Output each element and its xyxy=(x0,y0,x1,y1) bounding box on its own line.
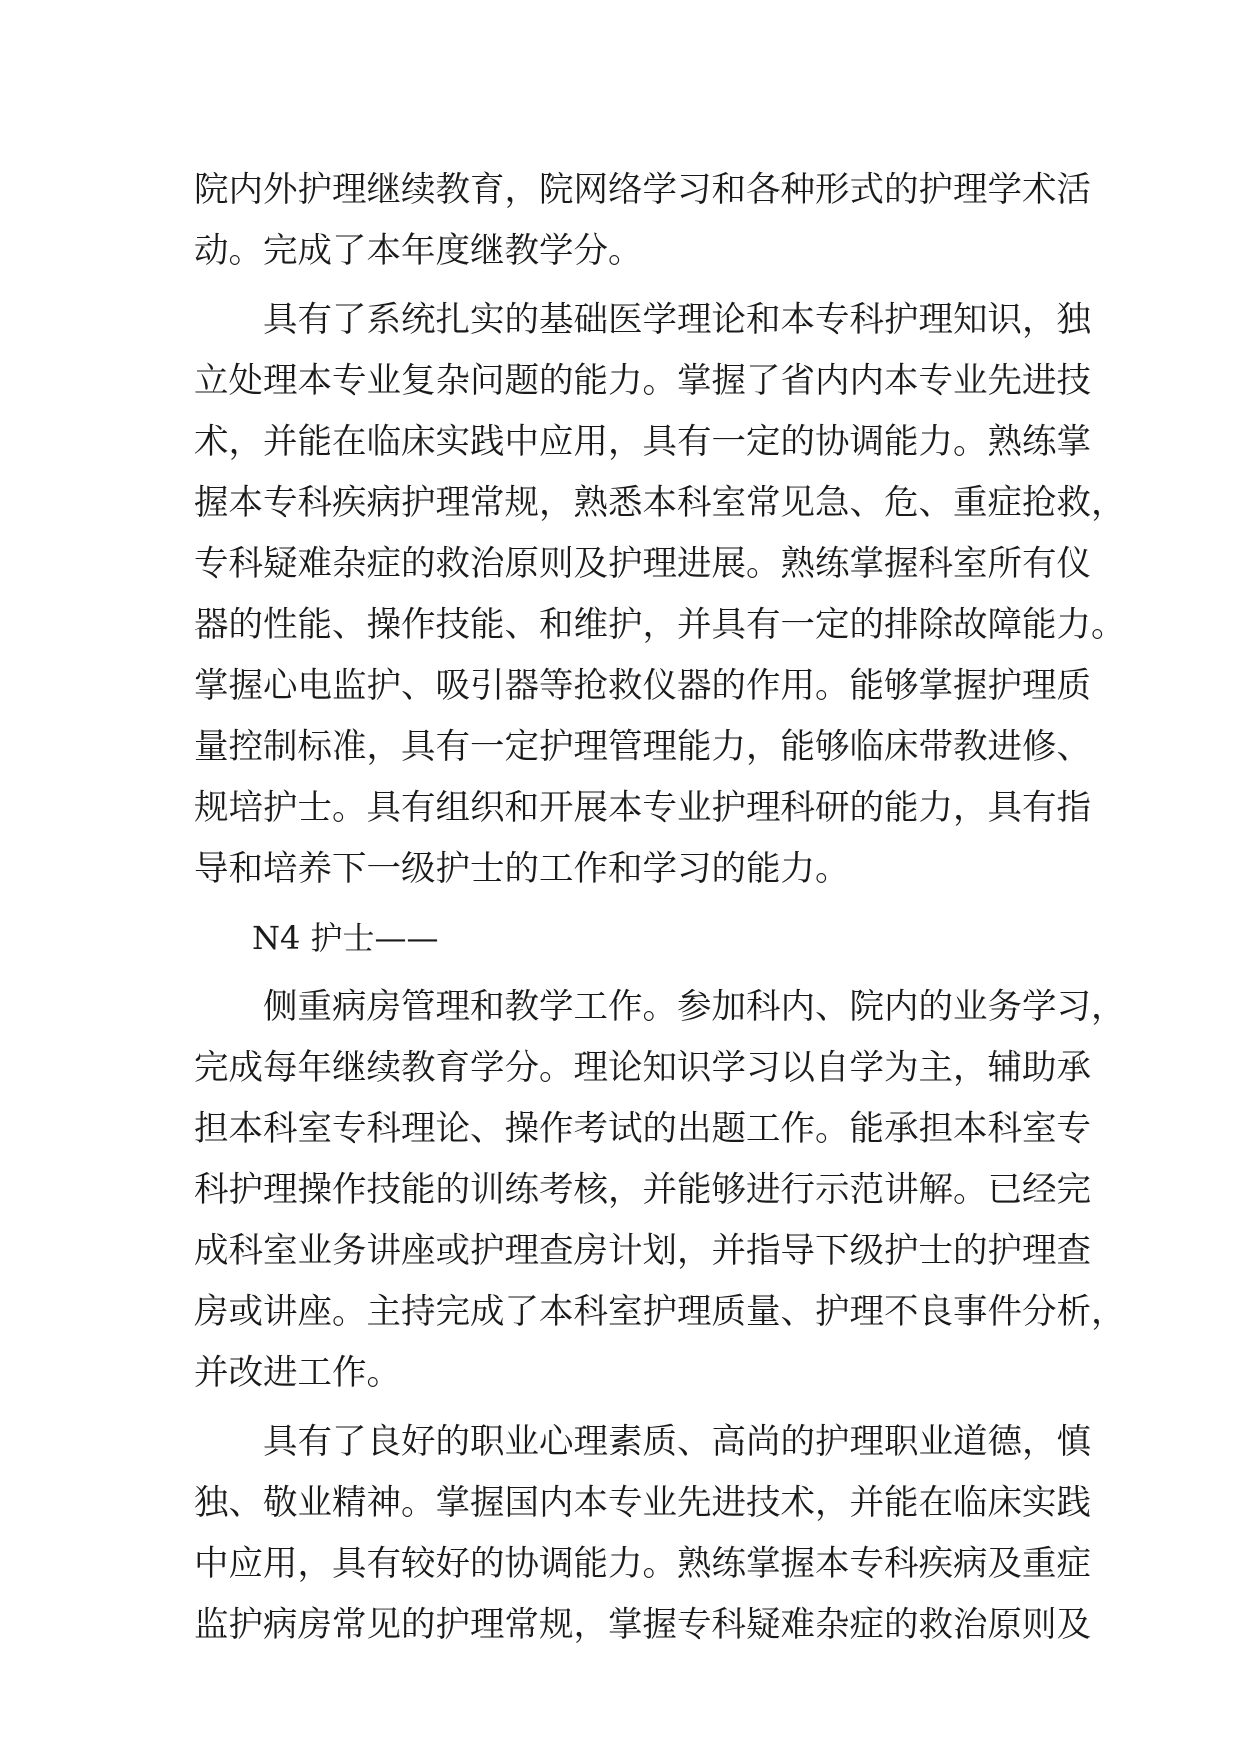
text-line-12: 导和培养下一级护士的工作和学习的能力。 xyxy=(194,849,850,889)
text-line-18: 成科室业务讲座或护理查房计划，并指导下级护士的护理查 xyxy=(194,1231,1091,1271)
text-line-9: 掌握心电监护、吸引器等抢救仪器的作用。能够掌握护理质 xyxy=(194,666,1091,706)
text-line-2: 动。完成了本年度继教学分。 xyxy=(194,231,643,271)
text-line-10: 量控制标准，具有一定护理管理能力，能够临床带教进修、 xyxy=(194,727,1091,767)
text-line-6: 握本专科疾病护理常规，熟悉本科室常见急、危、重症抢救， xyxy=(194,483,1126,523)
text-line-14: 侧重病房管理和教学工作。参加科内、院内的业务学习， xyxy=(263,987,1126,1027)
text-line-11: 规培护士。具有组织和开展本专业护理科研的能力，具有指 xyxy=(194,788,1091,828)
text-line-19: 房或讲座。主持完成了本科室护理质量、护理不良事件分析， xyxy=(194,1292,1126,1332)
text-line-17: 科护理操作技能的训练考核，并能够进行示范讲解。已经完 xyxy=(194,1170,1091,1210)
document-body xyxy=(194,160,1126,1656)
text-line-16: 担本科室专科理论、操作考试的出题工作。能承担本科室专 xyxy=(194,1109,1091,1149)
text-line-21: 具有了良好的职业心理素质、高尚的护理职业道德，慎 xyxy=(263,1422,1091,1462)
section-heading-n4: N4 护士—— xyxy=(252,919,439,957)
text-line-1: 院内外护理继续教育，院网络学习和各种形式的护理学术活 xyxy=(194,170,1091,210)
text-line-23: 中应用，具有较好的协调能力。熟练掌握本专科疾病及重症 xyxy=(194,1544,1091,1584)
text-line-4: 立处理本专业复杂问题的能力。掌握了省内内本专业先进技 xyxy=(194,361,1091,401)
text-line-20: 并改进工作。 xyxy=(194,1353,401,1393)
text-line-22: 独、敬业精神。掌握国内本专业先进技术，并能在临床实践 xyxy=(194,1483,1091,1523)
text-line-5: 术，并能在临床实践中应用，具有一定的协调能力。熟练掌 xyxy=(194,422,1091,462)
text-line-3: 具有了系统扎实的基础医学理论和本专科护理知识，独 xyxy=(263,300,1091,340)
text-line-7: 专科疑难杂症的救治原则及护理进展。熟练掌握科室所有仪 xyxy=(194,544,1091,584)
text-line-8: 器的性能、操作技能、和维护，并具有一定的排除故障能力。 xyxy=(194,605,1126,645)
text-line-15: 完成每年继续教育学分。理论知识学习以自学为主，辅助承 xyxy=(194,1048,1091,1088)
text-line-24: 监护病房常见的护理常规，掌握专科疑难杂症的救治原则及 xyxy=(194,1605,1091,1645)
